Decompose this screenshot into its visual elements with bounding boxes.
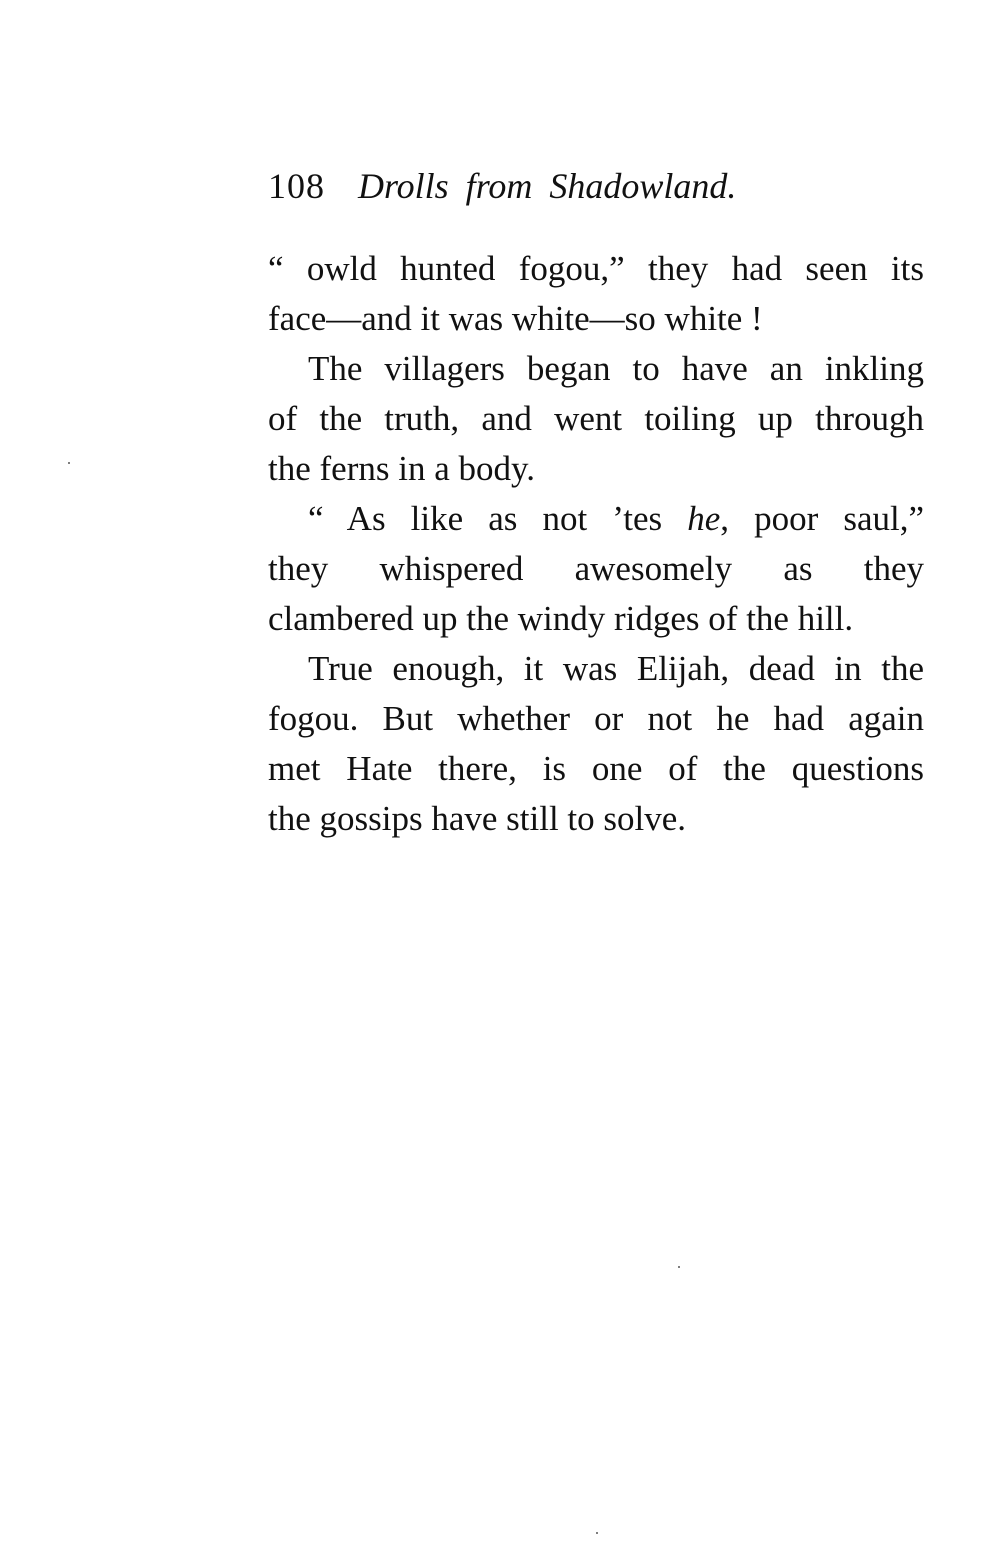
text-line: of the truth, and went toiling up through	[268, 399, 924, 438]
line-text-after: , poor saul,”	[720, 499, 924, 538]
text-line: The villagers began to have an inkling	[308, 349, 924, 388]
text-line: face—and it was white—so white !	[268, 299, 763, 338]
scan-speck	[678, 1266, 680, 1268]
text-line: fogou. But whether or not he had again	[268, 699, 924, 738]
running-title: Drolls from Shadowland.	[358, 166, 737, 206]
body-text	[268, 244, 924, 844]
text-line: “ owld hunted fogou,” they had seen its	[268, 249, 924, 288]
text-line: met Hate there, is one of the questions	[268, 749, 924, 788]
page-number: 108	[268, 166, 325, 206]
emphasis: he	[687, 499, 721, 538]
scan-speck	[68, 462, 70, 464]
text-line: clambered up the windy ridges of the hill.	[268, 599, 854, 638]
text-line-with-emphasis	[268, 494, 924, 544]
text-line: True enough, it was Elijah, dead in the	[308, 649, 924, 688]
text-line: they whispered awesomely as they	[268, 549, 924, 588]
text-line: the gossips have still to solve.	[268, 799, 687, 838]
running-head	[268, 158, 928, 214]
line-text-before: “ As like as not ’tes	[308, 499, 688, 538]
text-line: the ferns in a body.	[268, 449, 535, 488]
scan-speck	[596, 1532, 598, 1534]
